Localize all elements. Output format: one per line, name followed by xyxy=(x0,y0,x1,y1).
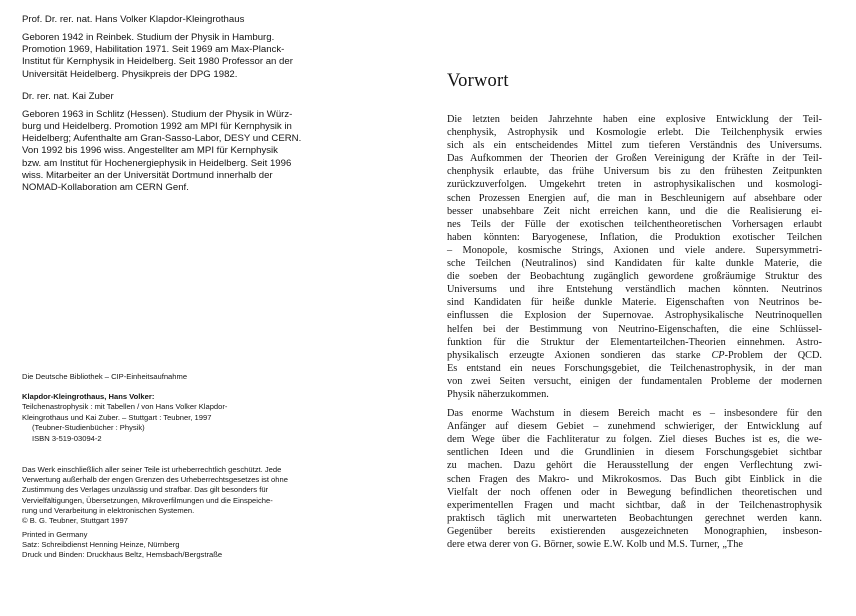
text-line: Vielfalt der noch offenen oder in Bewegung befindlichen theoretischen und xyxy=(447,486,822,498)
text-line: chenphysik erlaubte, das frühe Universum bis zu den frühesten Zeitpunkten xyxy=(447,166,822,178)
text-line: Universums und ihre Entstehung verständlich machen könnten. Neutrinos xyxy=(447,284,822,296)
text-line: – Monopole, kosmische Strings, Axionen und viele andere. Supersymmetri- xyxy=(447,244,822,256)
bio-line: burg und Heidelberg. Promotion 1992 am MPI für Kernphysik in xyxy=(22,121,292,133)
bio-line: Institut für Kernphysik in Heidelberg. Seit 1980 Professor an der xyxy=(22,56,293,68)
text-line: haben könnten: Baryogenese, Inflation, die Produktion exotischer Teilchen xyxy=(447,231,822,243)
preface-paragraph-1 xyxy=(447,113,822,401)
cip-line: Kleingrothaus und Kai Zuber. – Stuttgart : Teubner, 1997 xyxy=(22,412,212,422)
bio-line: Geboren 1942 in Reinbek. Studium der Physik in Hamburg. xyxy=(22,32,275,43)
text-line: besser unabsehbare Zeit nicht erreichen kann, und die die Realisierung ei- xyxy=(447,205,822,217)
author-name: Dr. rer. nat. Kai Zuber xyxy=(22,90,114,102)
text-line: sentlichen Ideen und die Grundlinien in diesem Forschungsgebiet sichtbar xyxy=(447,447,822,459)
author-bio xyxy=(22,109,322,194)
legal-line: Zustimmung des Verlages unzulässig und strafbar. Das gilt besonders für xyxy=(22,485,269,495)
text-line: sche Teilchen (Neutralinos) sind Kandidaten für kalte dunkle Materie, die xyxy=(447,258,822,270)
bio-line: Geboren 1963 in Schlitz (Hessen). Studium der Physik in Würz- xyxy=(22,108,293,120)
text-line: dem Wege über die Fachliteratur zu folgen. Ziel dieses Buches ist es, die we- xyxy=(447,434,822,446)
text-line: Das enorme Wachstum in diesem Bereich macht es – insbesondere für den xyxy=(447,408,822,420)
cp-italic: CP xyxy=(711,349,725,361)
text-line: sind Kandidaten für heiße dunkle Materie. Eigenschaften von Neutrinos be- xyxy=(447,297,822,309)
text-line: Anfänger auf diesem Gebiet – zunehmend schwieriger, der Entwicklung auf xyxy=(447,421,822,433)
text-line: helfen bei der Bestimmung von Neutrino-Eigenschaften, die eine Schlüssel- xyxy=(447,323,822,335)
cip-heading: Die Deutsche Bibliothek – CIP-Einheitsaufnahme xyxy=(22,372,188,381)
legal-line: rung und Verarbeitung in elektronischen Systemen. xyxy=(22,505,195,515)
bio-line: NOMAD-Kollaboration am CERN Genf. xyxy=(22,182,189,194)
text-line: von zwei Seiten versucht, einigen der fundamentalen Probleme der modernen xyxy=(447,375,822,387)
text-line: Gegenüber bereits existierenden ausgezeichneten Monographien, insbeson- xyxy=(447,525,822,537)
text-line: chenphysik, Astrophysik und Kosmologie erlebt. Die Teilchenphysik erwies xyxy=(447,127,822,139)
copyright-notice xyxy=(22,465,322,526)
bio-line: Von 1992 bis 1996 wiss. Angestellter am MPI für Kernphysik xyxy=(22,145,278,157)
pub-line: Satz: Schreibdienst Henning Heinze, Nürnberg xyxy=(22,540,180,550)
pub-line: Druck und Binden: Druckhaus Beltz, Hemsbach/Bergstraße xyxy=(22,550,223,560)
pub-line: Printed in Germany xyxy=(22,530,88,539)
bio-line: bzw. am Institut für Hochenergiephysik in Heidelberg. Seit 1996 xyxy=(22,157,292,169)
text-line: sich als ein entscheidendes Mittel zum tieferen Verständnis des Universums. xyxy=(447,140,822,152)
text-line: zurückzuverfolgen. Umgekehrt treten in astrophysikalischen und kosmologi- xyxy=(447,179,822,191)
legal-line: Vervielfältigungen, Übersetzungen, Mikroverfilmungen und die Einspeiche- xyxy=(22,495,273,505)
cip-title-line: Klapdor-Kleingrothaus, Hans Volker: xyxy=(22,392,155,401)
text-line: dere etwa derer von G. Börner, sowie E.W. Kolb und M.S. Turner, „The xyxy=(447,539,743,550)
text-line: schen Fragen des Makro- und Mikrokosmos. Das Buch gibt Einblick in die xyxy=(447,473,822,485)
text-line: schen Prozessen Energien auf, die man in Beschleunigern auf absehbare oder xyxy=(447,192,822,204)
author-name: Prof. Dr. rer. nat. Hans Volker Klapdor-Kleingrothaus xyxy=(22,14,245,25)
text-line: physikalisch erzeugte Axionen sondieren das starke CP-Problem der QCD. xyxy=(447,349,823,361)
text-line: einflussen die Explosion der Supernovae. Astrophysikalische Neutrinoquellen xyxy=(447,310,822,322)
bio-line: Universität Heidelberg. Physikpreis der DPG 1982. xyxy=(22,68,238,80)
bio-line: Heidelberg; Aufenthalte am Gran-Sasso-Labor, DESY und CERN. xyxy=(22,133,302,145)
publishing-info xyxy=(22,530,222,561)
copyright-line: © B. G. Teubner, Stuttgart 1997 xyxy=(22,516,128,526)
legal-line: Das Werk einschließlich aller seiner Teile ist urheberrechtlich geschützt. Jede xyxy=(22,465,282,474)
text-line: Physik näherzukommen. xyxy=(447,388,549,400)
cip-record xyxy=(22,392,227,444)
bio-line: wiss. Mitarbeiter an der Universität Dortmund innerhalb der xyxy=(22,169,273,181)
text-line: die soeben der Beobachtung zugänglich gewordene großräumige Struktur des xyxy=(447,271,822,283)
text-line: praktisch täglich mit unerwarteten Beobachtungen gerechnet werden kann. xyxy=(447,512,822,524)
text-line: experimentellen Fragen und macht sichtbar, daß in der Teilchenastrophysik xyxy=(447,499,822,511)
page-title: Vorwort xyxy=(447,71,509,91)
text-line: funktion für die Struktur der Elementarteilchen-Theorien einnehmen. Astro- xyxy=(447,336,822,348)
bio-line: Promotion 1969, Habilitation 1971. Seit 1969 am Max-Planck- xyxy=(22,44,285,56)
cip-isbn: ISBN 3-519-03094-2 xyxy=(32,433,102,443)
preface-page xyxy=(447,70,822,551)
text-line: nes Teils der Fülle der exotischen teilchentheoretischen Vorhersagen erlaubt xyxy=(447,218,822,230)
preface-paragraph-2 xyxy=(447,407,822,551)
cip-series: (Teubner-Studienbücher : Physik) xyxy=(32,423,145,433)
legal-line: Verwertung außerhalb der engen Grenzen des Urheberrechtsgesetzes ist ohne xyxy=(22,475,288,485)
text-line: Die letzten beiden Jahrzehnte haben eine explosive Entwicklung der Teil- xyxy=(447,114,822,125)
text-line: Das Aufkommen der Theorien der Großen Vereinigung der Kräfte in der Teil- xyxy=(447,153,822,165)
text-line: Es entstand ein neues Forschungsgebiet, die Teilchenastrophysik, in der man xyxy=(447,362,822,374)
text-line: zu machen. Dazu gehört die Herausstellung der engen Verflechtung zwi- xyxy=(447,460,822,472)
author-bios xyxy=(22,14,322,194)
cip-line: Teilchenastrophysik : mit Tabellen / von Hans Volker Klapdor- xyxy=(22,402,228,412)
author-bio xyxy=(22,32,322,81)
